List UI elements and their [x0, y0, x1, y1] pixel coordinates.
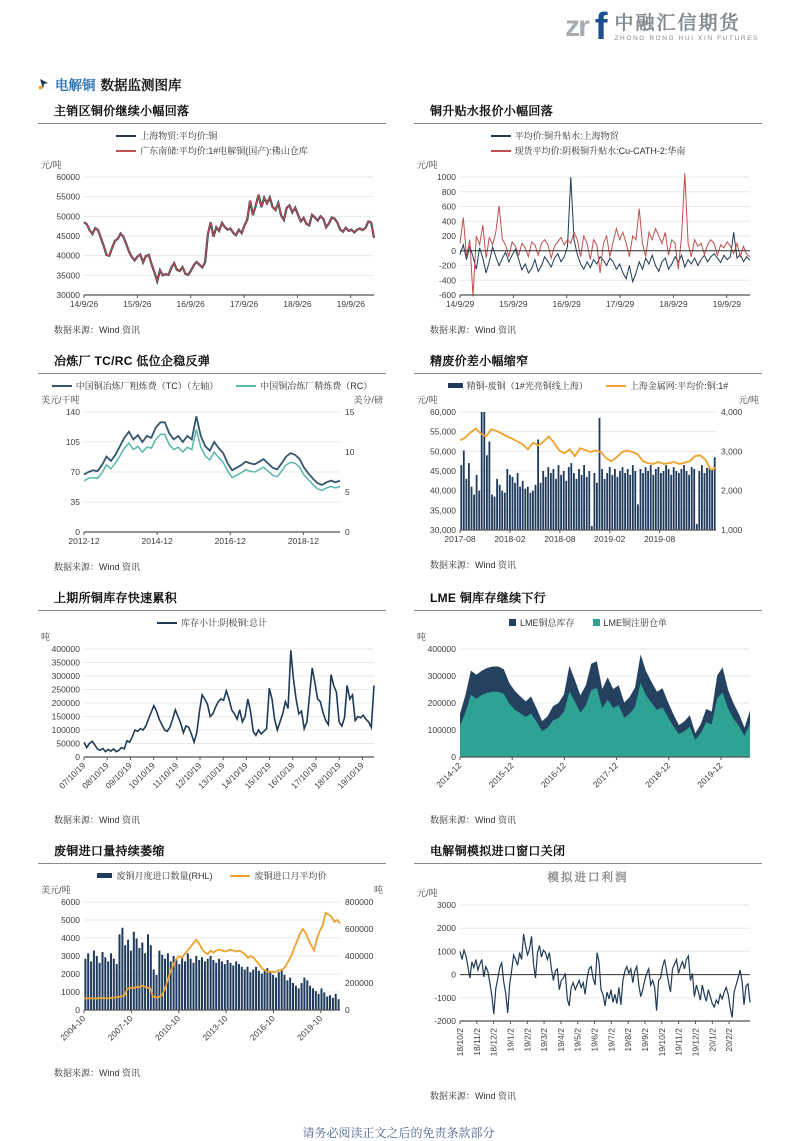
legend-item: 现货平均价:阴极铜升贴水:Cu-CATH-2:华南 [491, 144, 686, 157]
title-divider [38, 373, 386, 374]
data-source-note: 数据来源：Wind 资讯 [54, 815, 141, 825]
chart-shfe-inventory [38, 589, 386, 826]
svg-text:20/1/2: 20/1/2 [707, 1028, 718, 1052]
svg-text:55,000: 55,000 [430, 426, 456, 437]
svg-text:2007-10: 2007-10 [105, 1013, 135, 1043]
svg-text:2014-12: 2014-12 [434, 760, 464, 790]
logo-f-text: f [594, 6, 608, 48]
unit-left-label: 元/吨 [41, 160, 62, 170]
svg-text:-1000: -1000 [434, 992, 456, 1003]
svg-text:300000: 300000 [51, 671, 80, 681]
svg-text:100000: 100000 [427, 725, 456, 735]
svg-text:07/10/19: 07/10/19 [56, 760, 88, 791]
legend-item: 精铜-废铜（1#光亮铜线上海） [448, 379, 588, 392]
chart-legend [38, 616, 386, 629]
chart-refined-scrap-spread [414, 352, 762, 573]
svg-text:0: 0 [451, 969, 456, 980]
svg-text:19/2/2: 19/2/2 [522, 1028, 533, 1052]
page-header [38, 6, 759, 64]
data-source-note: 数据来源：Wind 资讯 [54, 1068, 141, 1078]
svg-text:40000: 40000 [56, 250, 80, 261]
svg-text:2013-10: 2013-10 [200, 1013, 230, 1043]
svg-text:19/9/29: 19/9/29 [712, 299, 741, 309]
svg-text:45,000: 45,000 [430, 466, 456, 476]
svg-text:2004-10: 2004-10 [58, 1013, 88, 1043]
chart-canvas [38, 894, 386, 1056]
legend-swatch-icon [116, 150, 136, 152]
chart-title: LME 铜库存继续下行 [430, 591, 546, 605]
disclaimer-footer: 请务必阅读正文之后的免责条款部分 [302, 1126, 495, 1140]
svg-text:15/9/26: 15/9/26 [123, 299, 152, 309]
svg-text:35: 35 [70, 497, 80, 507]
svg-text:50000: 50000 [56, 738, 80, 749]
chart-legend [414, 616, 762, 629]
unit-left-label: 吨 [41, 632, 51, 642]
svg-text:18/10/19: 18/10/19 [312, 760, 343, 791]
svg-text:2019-12: 2019-12 [695, 760, 725, 790]
chart-legend [491, 129, 686, 157]
legend-swatch-icon [491, 135, 511, 137]
svg-text:45000: 45000 [56, 231, 80, 241]
svg-text:19/5/2: 19/5/2 [572, 1028, 583, 1052]
svg-text:50,000: 50,000 [430, 446, 456, 457]
svg-text:20/2/2: 20/2/2 [724, 1028, 735, 1052]
svg-text:0: 0 [75, 527, 80, 537]
svg-text:0: 0 [75, 752, 80, 762]
svg-text:19/12/2: 19/12/2 [690, 1028, 701, 1057]
svg-text:250000: 250000 [51, 684, 80, 695]
svg-text:1,000: 1,000 [721, 525, 743, 535]
title-divider [414, 610, 762, 611]
svg-text:4,000: 4,000 [721, 407, 743, 417]
section-header [38, 74, 759, 94]
svg-text:0: 0 [345, 527, 350, 537]
svg-text:400000: 400000 [345, 951, 374, 961]
chart-legend [414, 379, 762, 392]
svg-text:2018-12: 2018-12 [643, 760, 673, 790]
svg-text:13/10/19: 13/10/19 [196, 760, 227, 791]
svg-text:17/10/19: 17/10/19 [288, 760, 320, 791]
chart-import-profit [414, 842, 762, 1102]
svg-text:17/9/26: 17/9/26 [229, 299, 259, 309]
data-source-note: 数据来源：Wind 资讯 [430, 325, 517, 335]
svg-text:2017-08: 2017-08 [444, 534, 476, 544]
chart-canvas [414, 404, 762, 548]
legend-swatch-icon [448, 383, 463, 388]
svg-text:35000: 35000 [56, 270, 80, 281]
section-title-rest: 数据监测图库 [100, 78, 182, 93]
svg-text:5: 5 [345, 487, 350, 497]
chart-title: 精废价差小幅缩窄 [430, 354, 529, 368]
svg-text:18/10/2: 18/10/2 [455, 1028, 465, 1057]
legend-item: 平均价:铜升贴水:上海物贸 [491, 129, 619, 142]
chart-grid [38, 102, 759, 1102]
legend-item: LME铜注册仓单 [593, 616, 668, 629]
chart-canvas [414, 169, 762, 313]
unit-left-label: 吨 [417, 632, 427, 642]
svg-text:40,000: 40,000 [430, 485, 456, 496]
legend-item: LME铜总库存 [509, 616, 575, 629]
legend-item: 广东南储:平均价:1#电解铜(国产):佛山仓库 [116, 144, 308, 157]
section-marker-icon [38, 78, 50, 90]
logo-zr-text: zr [565, 10, 588, 43]
svg-text:2016-12: 2016-12 [214, 536, 246, 546]
chart-main-sales-area-price [38, 102, 386, 336]
data-source-note: 数据来源：Wind 资讯 [430, 815, 517, 825]
svg-text:10: 10 [345, 447, 355, 457]
svg-text:16/9/29: 16/9/29 [552, 299, 581, 309]
svg-text:800000: 800000 [345, 897, 374, 907]
svg-text:19/9/26: 19/9/26 [336, 299, 365, 309]
title-divider [38, 610, 386, 611]
legend-swatch-icon [593, 619, 600, 626]
svg-text:200000: 200000 [51, 698, 80, 708]
svg-text:200000: 200000 [345, 978, 374, 988]
svg-text:1000: 1000 [437, 172, 456, 182]
chart-inner-title: 模拟进口利润 [547, 872, 629, 884]
svg-text:18/9/26: 18/9/26 [283, 299, 312, 309]
svg-text:2017-12: 2017-12 [590, 760, 621, 790]
chart-legend [116, 129, 308, 157]
svg-text:-400: -400 [438, 275, 456, 286]
svg-text:150000: 150000 [51, 711, 80, 722]
chart-title: 电解铜模拟进口窗口关闭 [430, 844, 566, 858]
chart-scrap-copper-imports [38, 842, 386, 1102]
svg-text:19/1/2: 19/1/2 [505, 1028, 516, 1052]
svg-text:14/9/29: 14/9/29 [445, 299, 475, 309]
svg-text:2019-02: 2019-02 [594, 534, 626, 544]
svg-text:19/6/2: 19/6/2 [589, 1028, 600, 1052]
svg-text:50000: 50000 [56, 211, 80, 222]
svg-text:2018-02: 2018-02 [494, 534, 526, 544]
svg-text:600000: 600000 [345, 924, 374, 934]
svg-text:14/9/26: 14/9/26 [69, 299, 99, 309]
chart-title: 冶炼厂 TC/RC 低位企稳反弹 [54, 354, 211, 368]
svg-text:2018-12: 2018-12 [287, 536, 319, 546]
svg-text:30,000: 30,000 [430, 525, 456, 535]
svg-text:2019-10: 2019-10 [295, 1013, 325, 1043]
svg-text:2016-12: 2016-12 [538, 760, 568, 790]
title-divider [414, 863, 762, 864]
svg-text:6000: 6000 [61, 897, 80, 907]
legend-swatch-icon [236, 385, 256, 387]
svg-text:19/7/2: 19/7/2 [606, 1028, 617, 1052]
svg-text:19/4/2: 19/4/2 [555, 1028, 566, 1052]
legend-swatch-icon [97, 873, 112, 878]
legend-swatch-icon [606, 385, 626, 387]
section-title-highlight: 电解铜 [55, 78, 96, 93]
chart-legend [38, 379, 386, 392]
svg-text:400: 400 [441, 216, 456, 227]
svg-text:140: 140 [65, 407, 80, 417]
title-divider [38, 123, 386, 124]
svg-text:5000: 5000 [61, 915, 80, 925]
chart-canvas [414, 897, 762, 1079]
svg-text:3000: 3000 [437, 900, 456, 910]
title-divider [414, 373, 762, 374]
chart-title: 上期所铜库存快速累积 [54, 591, 178, 605]
svg-text:17/9/29: 17/9/29 [605, 299, 635, 309]
svg-text:2010-10: 2010-10 [152, 1013, 183, 1043]
svg-text:12/10/19: 12/10/19 [172, 760, 204, 791]
svg-text:2000: 2000 [437, 923, 456, 934]
svg-text:18/12/2: 18/12/2 [488, 1028, 499, 1057]
svg-text:300000: 300000 [427, 671, 456, 681]
svg-text:30000: 30000 [56, 290, 80, 300]
unit-right-label: 吨 [373, 885, 383, 895]
svg-text:800: 800 [441, 186, 456, 197]
data-source-note: 数据来源：Wind 资讯 [430, 560, 517, 570]
chart-title: 主销区铜价继续小幅回落 [54, 104, 190, 118]
chart-legend [38, 869, 386, 882]
logo-text [614, 14, 759, 43]
svg-text:1000: 1000 [437, 946, 456, 957]
company-logo [565, 6, 759, 48]
svg-text:15: 15 [345, 407, 355, 417]
chart-title: 废铜进口量持续萎缩 [54, 844, 165, 858]
svg-text:18/9/29: 18/9/29 [659, 299, 688, 309]
svg-text:11/10/19: 11/10/19 [150, 760, 181, 791]
chart-canvas [414, 641, 762, 803]
chart-title: 铜升贴水报价小幅回落 [430, 104, 554, 118]
svg-text:18/11/2: 18/11/2 [471, 1028, 482, 1056]
svg-text:2012-12: 2012-12 [68, 536, 100, 546]
svg-text:2,000: 2,000 [721, 485, 743, 496]
svg-text:400000: 400000 [427, 644, 456, 654]
svg-text:70: 70 [70, 467, 80, 477]
svg-text:35,000: 35,000 [430, 505, 456, 516]
svg-text:0: 0 [75, 1005, 80, 1015]
svg-text:2019-08: 2019-08 [644, 534, 676, 544]
svg-text:-200: -200 [438, 260, 456, 271]
svg-text:0: 0 [345, 1005, 350, 1015]
title-divider [414, 123, 762, 124]
svg-text:19/3/2: 19/3/2 [539, 1028, 550, 1052]
svg-text:0: 0 [451, 752, 456, 762]
unit-left-label: 美元/吨 [41, 885, 71, 895]
svg-text:16/9/26: 16/9/26 [176, 299, 205, 309]
svg-text:09/10/19: 09/10/19 [103, 760, 134, 791]
svg-text:-2000: -2000 [434, 1016, 456, 1026]
unit-left-label: 元/吨 [417, 395, 438, 405]
unit-right-label: 元/吨 [738, 395, 759, 405]
legend-swatch-icon [116, 135, 136, 137]
chart-canvas [38, 169, 386, 313]
chart-canvas [38, 641, 386, 803]
svg-text:100000: 100000 [51, 725, 80, 735]
svg-text:200: 200 [441, 231, 456, 241]
unit-right-label: 美分/磅 [353, 395, 383, 405]
svg-text:350000: 350000 [51, 657, 80, 668]
title-divider [38, 863, 386, 864]
svg-text:600: 600 [441, 201, 456, 212]
logo-english-name: ZHONG RONG HUI XIN FUTURES [614, 34, 759, 42]
chart-legend [414, 869, 762, 885]
svg-text:55000: 55000 [56, 191, 80, 202]
legend-item: 废铜进口月平均价 [230, 869, 326, 882]
unit-left-label: 元/吨 [417, 160, 438, 170]
svg-text:105: 105 [65, 437, 80, 447]
svg-text:08/10/19: 08/10/19 [80, 760, 111, 791]
svg-text:2018-08: 2018-08 [544, 534, 576, 544]
legend-item: 中国铜冶炼厂粗炼费（TC）（左轴） [52, 379, 219, 392]
data-source-note: 数据来源：Wind 资讯 [54, 325, 141, 335]
unit-left-label: 元/吨 [417, 888, 438, 898]
logo-chinese-name: 中融汇信期货 [614, 12, 741, 34]
svg-text:19/11/2: 19/11/2 [673, 1028, 684, 1056]
svg-text:3,000: 3,000 [721, 446, 743, 457]
svg-text:10/10/19: 10/10/19 [126, 760, 158, 791]
svg-text:60,000: 60,000 [430, 407, 456, 417]
svg-text:400000: 400000 [51, 644, 80, 654]
svg-text:0: 0 [451, 245, 456, 256]
svg-text:3000: 3000 [61, 951, 80, 961]
legend-swatch-icon [52, 385, 72, 387]
legend-swatch-icon [230, 875, 250, 877]
svg-text:2015-12: 2015-12 [486, 760, 516, 790]
svg-text:4000: 4000 [61, 933, 80, 943]
chart-lme-inventory [414, 589, 762, 826]
legend-item: 废铜月度进口数量(RHL) [97, 869, 212, 882]
legend-item: 中国铜冶炼厂精炼费（RC） [236, 379, 372, 392]
svg-text:14/10/19: 14/10/19 [219, 760, 250, 791]
legend-swatch-icon [157, 622, 177, 624]
chart-tc-rc-fees [38, 352, 386, 573]
svg-text:19/10/2: 19/10/2 [656, 1028, 667, 1057]
data-source-note: 数据来源：Wind 资讯 [54, 562, 141, 572]
chart-premium-discount [414, 102, 762, 336]
svg-text:2000: 2000 [61, 969, 80, 979]
legend-swatch-icon [491, 150, 511, 152]
legend-item: 上海物贸:平均价:铜 [116, 129, 217, 142]
svg-text:200000: 200000 [427, 698, 456, 708]
legend-item: 上海金属网:平均价:铜:1# [606, 379, 729, 392]
svg-text:19/9/2: 19/9/2 [640, 1028, 651, 1052]
svg-text:1000: 1000 [61, 987, 80, 997]
svg-text:15/10/19: 15/10/19 [242, 760, 274, 791]
unit-left-label: 美元/干吨 [41, 395, 80, 405]
chart-canvas [38, 404, 386, 550]
svg-text:2016-10: 2016-10 [247, 1013, 277, 1043]
data-source-note: 数据来源：Wind 资讯 [430, 1091, 517, 1101]
svg-text:2014-12: 2014-12 [141, 536, 173, 546]
legend-item: 库存小计:阴极铜:总计 [157, 616, 267, 629]
svg-text:-600: -600 [438, 290, 456, 300]
svg-text:15/9/29: 15/9/29 [499, 299, 528, 309]
svg-text:60000: 60000 [56, 172, 80, 182]
svg-text:19/8/2: 19/8/2 [623, 1028, 634, 1052]
legend-swatch-icon [509, 619, 516, 626]
svg-text:16/10/19: 16/10/19 [265, 760, 297, 791]
svg-text:19/10/19: 19/10/19 [335, 760, 366, 791]
